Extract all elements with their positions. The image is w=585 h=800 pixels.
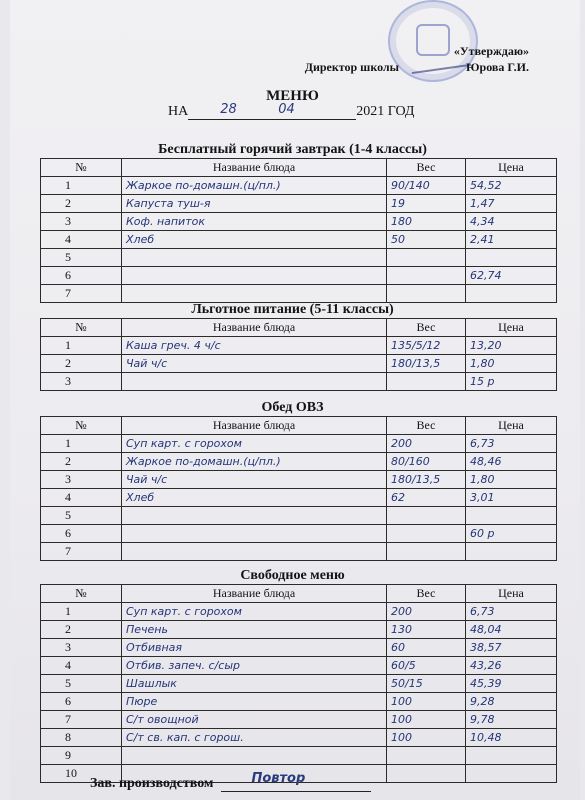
dish-price: 4,34 xyxy=(466,213,557,231)
dish-name: Суп карт. с горохом xyxy=(122,435,387,453)
column-header: № xyxy=(41,417,122,435)
free-table xyxy=(40,584,557,783)
dish-price: 6,73 xyxy=(466,603,557,621)
dish-weight: 180/13,5 xyxy=(387,471,466,489)
table-row xyxy=(41,435,557,453)
dish-price: 62,74 xyxy=(466,267,557,285)
dish-weight xyxy=(387,373,466,391)
table-row xyxy=(41,373,557,391)
dish-weight xyxy=(387,267,466,285)
dish-price: 1,47 xyxy=(466,195,557,213)
row-number: 6 xyxy=(41,267,122,285)
breakfast-title: Бесплатный горячий завтрак (1-4 классы) xyxy=(158,142,427,157)
dish-price: 1,80 xyxy=(466,355,557,373)
column-header: Цена xyxy=(466,159,557,177)
dish-weight: 60 xyxy=(387,639,466,657)
table-row xyxy=(41,337,557,355)
row-number: 1 xyxy=(41,337,122,355)
table-row xyxy=(41,231,557,249)
dish-weight: 200 xyxy=(387,435,466,453)
dish-name: Чай ч/с xyxy=(122,355,387,373)
row-number: 2 xyxy=(41,355,122,373)
row-number: 2 xyxy=(41,621,122,639)
column-header: Название блюда xyxy=(122,417,387,435)
dish-name: Печень xyxy=(122,621,387,639)
dish-name: Жаркое по-домашн.(ц/пл.) xyxy=(122,177,387,195)
row-number: 5 xyxy=(41,675,122,693)
row-number: 2 xyxy=(41,453,122,471)
dish-weight: 80/160 xyxy=(387,453,466,471)
row-number: 9 xyxy=(41,747,122,765)
table-row xyxy=(41,639,557,657)
dish-price: 10,48 xyxy=(466,729,557,747)
director-name: Юрова Г.И. xyxy=(466,60,529,74)
dish-name: Капуста туш-я xyxy=(122,195,387,213)
table-row xyxy=(41,177,557,195)
table-row xyxy=(41,267,557,285)
dish-weight: 19 xyxy=(387,195,466,213)
row-number: 2 xyxy=(41,195,122,213)
column-header: Цена xyxy=(466,585,557,603)
dish-price: 45,39 xyxy=(466,675,557,693)
dish-weight xyxy=(387,765,466,783)
dish-price: 2,41 xyxy=(466,231,557,249)
dish-name xyxy=(122,525,387,543)
dish-name xyxy=(122,267,387,285)
dish-price: 54,52 xyxy=(466,177,557,195)
date-prefix: НА xyxy=(168,104,189,119)
table-row xyxy=(41,355,557,373)
date-day: 28 xyxy=(220,102,237,117)
dish-name xyxy=(122,285,387,303)
ovz-table xyxy=(40,416,557,561)
row-number: 3 xyxy=(41,639,122,657)
dish-price: 15 р xyxy=(466,373,557,391)
footer xyxy=(90,771,371,792)
row-number: 7 xyxy=(41,285,122,303)
page-title: МЕНЮ xyxy=(266,88,319,104)
dish-weight: 100 xyxy=(387,693,466,711)
dish-name: С/т св. кап. с горош. xyxy=(122,729,387,747)
dish-price: 43,26 xyxy=(466,657,557,675)
table-row xyxy=(41,729,557,747)
dish-weight xyxy=(387,525,466,543)
table-row xyxy=(41,525,557,543)
column-header: Название блюда xyxy=(122,319,387,337)
row-number: 5 xyxy=(41,507,122,525)
table-row xyxy=(41,453,557,471)
dish-price xyxy=(466,543,557,561)
table-row xyxy=(41,693,557,711)
row-number: 4 xyxy=(41,489,122,507)
director-label: Директор школы xyxy=(304,60,400,74)
dish-weight: 180 xyxy=(387,213,466,231)
dish-price xyxy=(466,765,557,783)
dish-price xyxy=(466,747,557,765)
lgot-table xyxy=(40,318,557,391)
row-number: 8 xyxy=(41,729,122,747)
ovz-title: Обед ОВЗ xyxy=(261,400,324,415)
date-year: 2021 ГОД xyxy=(356,104,415,119)
table-row xyxy=(41,507,557,525)
dish-name: Отбивная xyxy=(122,639,387,657)
row-number: 10 xyxy=(41,765,122,783)
dish-name: Хлеб xyxy=(122,231,387,249)
dish-weight xyxy=(387,747,466,765)
dish-weight xyxy=(387,285,466,303)
dish-name: Каша греч. 4 ч/с xyxy=(122,337,387,355)
breakfast-table xyxy=(40,158,557,303)
dish-name: Пюре xyxy=(122,693,387,711)
table-row xyxy=(41,249,557,267)
table-header-row xyxy=(41,319,557,337)
dish-price: 3,01 xyxy=(466,489,557,507)
table-row xyxy=(41,747,557,765)
row-number: 4 xyxy=(41,231,122,249)
dish-weight: 50 xyxy=(387,231,466,249)
dish-weight xyxy=(387,249,466,267)
table-header-row xyxy=(41,159,557,177)
column-header: Цена xyxy=(466,417,557,435)
column-header: Название блюда xyxy=(122,585,387,603)
row-number: 7 xyxy=(41,543,122,561)
table-header-row xyxy=(41,585,557,603)
dish-weight: 100 xyxy=(387,729,466,747)
lgot-title: Льготное питание (5-11 классы) xyxy=(191,302,394,317)
row-number: 7 xyxy=(41,711,122,729)
dish-weight xyxy=(387,543,466,561)
dish-name xyxy=(122,373,387,391)
dish-weight: 90/140 xyxy=(387,177,466,195)
table-header-row xyxy=(41,417,557,435)
date-month: 04 xyxy=(278,102,295,117)
row-number: 3 xyxy=(41,373,122,391)
row-number: 4 xyxy=(41,657,122,675)
date-line xyxy=(168,104,414,120)
dish-name xyxy=(122,249,387,267)
dish-name xyxy=(122,507,387,525)
column-header: Вес xyxy=(387,159,466,177)
column-header: Название блюда xyxy=(122,159,387,177)
dish-price: 38,57 xyxy=(466,639,557,657)
dish-price xyxy=(466,249,557,267)
dish-weight: 130 xyxy=(387,621,466,639)
row-number: 6 xyxy=(41,693,122,711)
table-row xyxy=(41,471,557,489)
table-row xyxy=(41,285,557,303)
free-title: Свободное меню xyxy=(240,568,345,583)
column-header: Цена xyxy=(466,319,557,337)
table-row xyxy=(41,603,557,621)
column-header: № xyxy=(41,319,122,337)
table-row xyxy=(41,213,557,231)
dish-weight: 62 xyxy=(387,489,466,507)
footer-label: Зав. производством xyxy=(90,776,214,791)
dish-price: 60 р xyxy=(466,525,557,543)
row-number: 1 xyxy=(41,177,122,195)
date-field xyxy=(188,102,356,120)
table-row xyxy=(41,195,557,213)
dish-weight: 60/5 xyxy=(387,657,466,675)
column-header: Вес xyxy=(387,319,466,337)
row-number: 3 xyxy=(41,471,122,489)
approval-block xyxy=(305,44,529,74)
dish-name: Жаркое по-домашн.(ц/пл.) xyxy=(122,453,387,471)
dish-name xyxy=(122,747,387,765)
table-row xyxy=(41,711,557,729)
table-row xyxy=(41,543,557,561)
dish-weight: 50/15 xyxy=(387,675,466,693)
dish-weight: 100 xyxy=(387,711,466,729)
dish-weight xyxy=(387,507,466,525)
dish-price: 1,80 xyxy=(466,471,557,489)
footer-signature: Повтор xyxy=(251,771,306,786)
dish-price xyxy=(466,507,557,525)
dish-price: 48,04 xyxy=(466,621,557,639)
dish-price: 48,46 xyxy=(466,453,557,471)
dish-weight: 180/13,5 xyxy=(387,355,466,373)
dish-name: С/т овощной xyxy=(122,711,387,729)
table-row xyxy=(41,657,557,675)
row-number: 5 xyxy=(41,249,122,267)
dish-weight: 200 xyxy=(387,603,466,621)
dish-name xyxy=(122,543,387,561)
dish-name: Суп карт. с горохом xyxy=(122,603,387,621)
table-row xyxy=(41,621,557,639)
dish-name: Отбив. запеч. с/сыр xyxy=(122,657,387,675)
column-header: Вес xyxy=(387,585,466,603)
dish-weight: 135/5/12 xyxy=(387,337,466,355)
table-row xyxy=(41,675,557,693)
dish-name: Шашлык xyxy=(122,675,387,693)
signature-field xyxy=(221,771,371,792)
row-number: 1 xyxy=(41,435,122,453)
dish-price: 6,73 xyxy=(466,435,557,453)
column-header: Вес xyxy=(387,417,466,435)
row-number: 1 xyxy=(41,603,122,621)
table-row xyxy=(41,489,557,507)
dish-name: Хлеб xyxy=(122,489,387,507)
row-number: 6 xyxy=(41,525,122,543)
row-number: 3 xyxy=(41,213,122,231)
column-header: № xyxy=(41,585,122,603)
approve-label: «Утверждаю» xyxy=(453,44,529,58)
dish-price: 9,78 xyxy=(466,711,557,729)
dish-name: Коф. напиток xyxy=(122,213,387,231)
dish-name: Чай ч/с xyxy=(122,471,387,489)
dish-price: 9,28 xyxy=(466,693,557,711)
column-header: № xyxy=(41,159,122,177)
dish-price xyxy=(466,285,557,303)
dish-price: 13,20 xyxy=(466,337,557,355)
